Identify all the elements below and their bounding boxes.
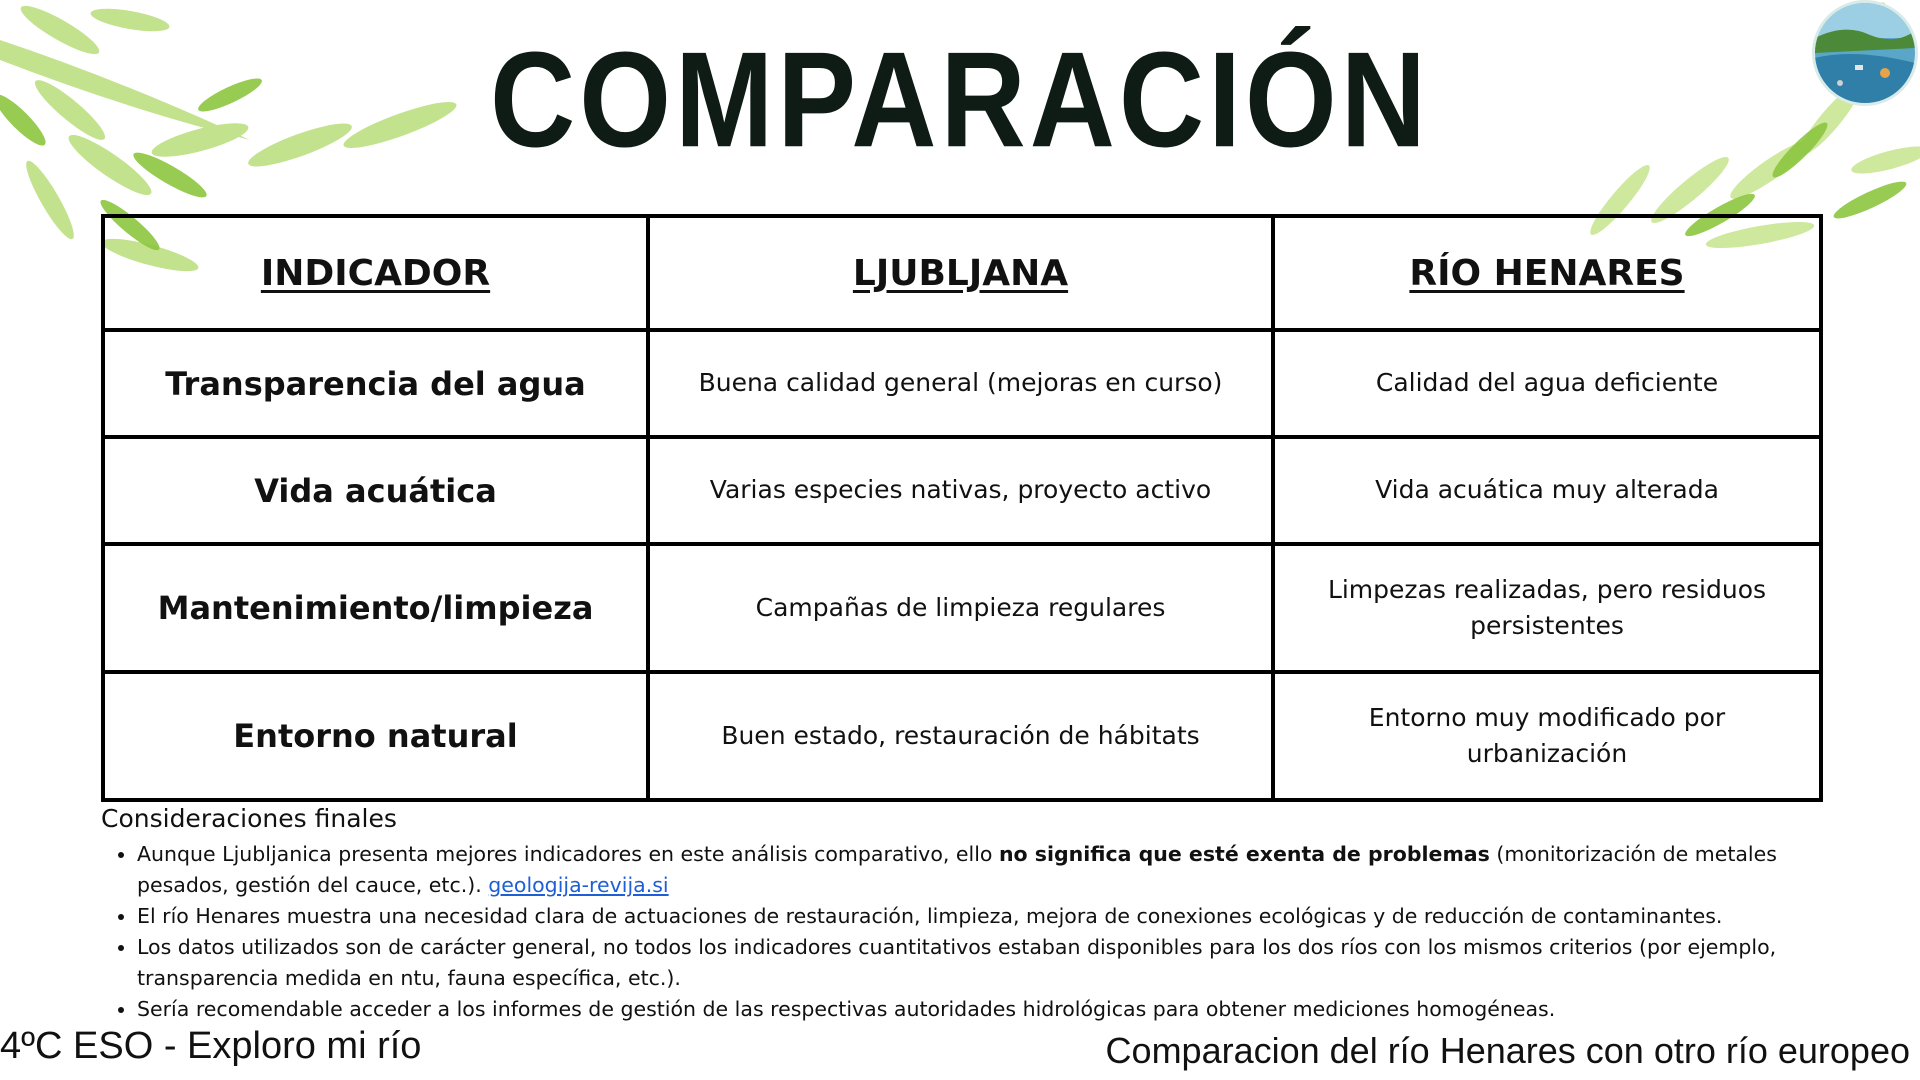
indicator-cell: Transparencia del agua — [103, 330, 648, 437]
table-row — [103, 672, 1821, 800]
bullet-text: Aunque Ljubljanica presenta mejores indicadores en este análisis comparativo, ello — [137, 842, 999, 866]
final-considerations-title: Consideraciones finales — [101, 804, 397, 833]
table-header-row — [103, 216, 1821, 330]
henares-cell: Vida acuática muy alterada — [1273, 437, 1821, 544]
footer-course: 4ºC ESO - Exploro mi río — [0, 1025, 422, 1067]
table-row — [103, 437, 1821, 544]
header-ljubljana: LJUBLJANA — [648, 216, 1273, 330]
source-link[interactable]: geologija-revija.si — [488, 873, 669, 897]
ljubljana-cell: Buena calidad general (mejoras en curso) — [648, 330, 1273, 437]
table-row — [103, 330, 1821, 437]
bullet-text: (monitorización de metales pesados, gestión del cauce, etc.). — [137, 842, 1777, 897]
ljubljana-cell: Buen estado, restauración de hábitats — [648, 672, 1273, 800]
header-indicador: INDICADOR — [103, 216, 648, 330]
ljubljana-cell: Campañas de limpieza regulares — [648, 544, 1273, 672]
page-title: COMPARACIÓN — [490, 24, 1430, 177]
henares-cell: Entorno muy modificado por urbanización — [1273, 672, 1821, 800]
considerations-list — [101, 839, 1841, 1025]
footer-subtitle: Comparacion del río Henares con otro río europeo — [1105, 1030, 1910, 1071]
list-item: • El río Henares muestra una necesidad clara de actuaciones de restauración, limpieza, mejora de conexiones ecológicas y de reducción de contaminantes. — [137, 901, 1841, 932]
ljubljana-cell: Varias especies nativas, proyecto activo — [648, 437, 1273, 544]
header-henares: RÍO HENARES — [1273, 216, 1821, 330]
indicator-cell: Mantenimiento/limpieza — [103, 544, 648, 672]
list-item — [137, 839, 1841, 901]
table-row — [103, 544, 1821, 672]
indicator-cell: Entorno natural — [103, 672, 648, 800]
comparison-table — [101, 214, 1823, 802]
henares-cell: Limpezas realizadas, pero residuos persistentes — [1273, 544, 1821, 672]
final-considerations — [101, 800, 1841, 1025]
indicator-cell: Vida acuática — [103, 437, 648, 544]
henares-cell: Calidad del agua deficiente — [1273, 330, 1821, 437]
bullet-bold-text: no significa que esté exenta de problemas — [998, 842, 1490, 866]
list-item: • Los datos utilizados son de carácter general, no todos los indicadores cuantitativos estaban disponibles para los dos ríos con los mismos criterios (por ejemplo, transparencia medida en ntu, fauna específica, etc.). — [137, 932, 1841, 994]
list-item: • Sería recomendable acceder a los informes de gestión de las respectivas autoridades hidrológicas para obtener mediciones homogéneas. — [137, 994, 1841, 1025]
